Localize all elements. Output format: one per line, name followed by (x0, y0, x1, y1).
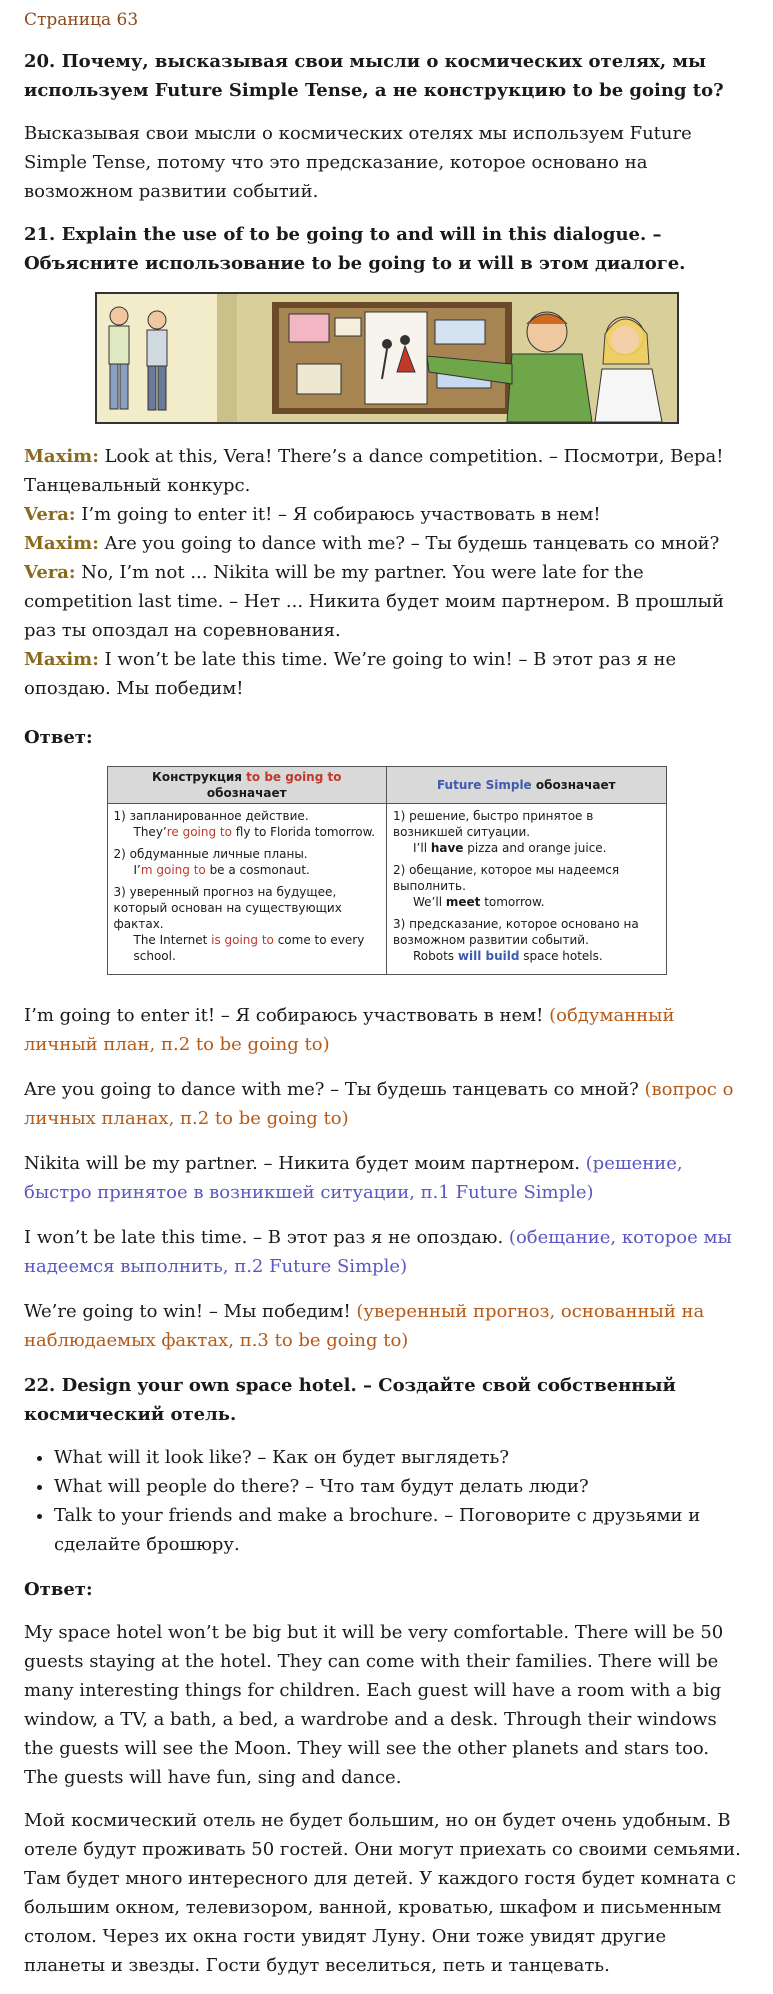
dialogue-line (24, 529, 749, 558)
rule-example: The Internet is going to come to every school. (133, 933, 365, 963)
speaker-name: Vera: (24, 562, 76, 583)
table-cell-future-simple (387, 804, 667, 975)
rule-item: 1) запланированное действие. They’re going to fly to Florida tomorrow. (114, 808, 381, 840)
q21-answer-label: Ответ: (24, 727, 93, 748)
list-item: • What will it look like? – Как он будет выглядеть? (54, 1443, 749, 1472)
dialogue-text: Look at this, Vera! There’s a dance competition. – Посмотри, Вера! Танцевальный конкурс. (24, 446, 724, 496)
illustration-graphic (97, 294, 677, 422)
explanation-note: (вопрос о личных планах, п.2 to be going to) (24, 1079, 734, 1129)
q22-bullet-list (24, 1443, 749, 1559)
table-header-going-to: Конструкция to be going to обозначает (107, 767, 387, 804)
rule-item: 3) уверенный прогноз на будущее, который основан на существующих фактах. The Internet is going to come to every school. (114, 884, 381, 964)
rule-example: We’ll meet tomorrow. (413, 895, 545, 909)
q20-heading: 20. Почему, высказывая свои мысли о космических отелях, мы используем Future Simple Tense, а не конструкцию to be going to? (24, 51, 724, 101)
explanation-item: I won’t be late this time. – В этот раз я не опоздаю. (обещание, которое мы надеемся выполнить, п.2 Future Simple) (24, 1227, 732, 1277)
dialogue-text: I won’t be late this time. We’re going to win! – В этот раз я не опоздаю. Мы победим! (24, 649, 677, 699)
dialogue-illustration (95, 292, 679, 424)
page-number-label: Страница 63 (24, 10, 139, 30)
dialogue-line (24, 645, 749, 703)
rule-example: I’ll have pizza and orange juice. (413, 841, 607, 855)
rule-example: I’m going to be a cosmonaut. (133, 863, 310, 877)
rule-item: 2) обещание, которое мы надеемся выполнить. We’ll meet tomorrow. (393, 862, 660, 910)
dialogue-text: No, I’m not ... Nikita will be my partner. You were late for the competition last time. – Нет ... Никита будет моим партнером. В прошлый раз ты опоздал на соревнования. (24, 562, 724, 641)
q22-answer-label: Ответ: (24, 1579, 93, 1600)
dialogue-text: Are you going to dance with me? – Ты будешь танцевать со мной? (98, 533, 720, 554)
explanation-note: (обдуманный личный план, п.2 to be going to) (24, 1005, 675, 1055)
dialogue-line (24, 442, 749, 500)
explanation-item: Nikita will be my partner. – Никита будет моим партнером. (решение, быстро принятое в возникшей ситуации, п.1 Future Simple) (24, 1153, 683, 1203)
rule-example: They’re going to fly to Florida tomorrow. (133, 825, 376, 839)
q21-heading: 21. Explain the use of to be going to and will in this dialogue. – Объясните использование to be going to и will в этом диалоге. (24, 224, 686, 274)
explanation-note: (уверенный прогноз, основанный на наблюдаемых фактах, п.3 to be going to) (24, 1301, 705, 1351)
speaker-name: Maxim: (24, 649, 99, 670)
explanation-item: We’re going to win! – Мы победим! (уверенный прогноз, основанный на наблюдаемых фактах, п.3 to be going to) (24, 1301, 705, 1351)
q22-answer-english: My space hotel won’t be big but it will be very comfortable. There will be 50 guests staying at the hotel. They can come with their families. There will be many interesting things for children. Each guest will have a room with a big window, a TV, a bath, a bed, a wardrobe and a desk. Through their windows the guests will see the Moon. They will see the other planets and stars too. The guests will have fun, sing and dance. (24, 1622, 724, 1788)
rule-example: Robots will build space hotels. (413, 949, 603, 963)
speaker-name: Maxim: (24, 446, 99, 467)
list-item: • Talk to your friends and make a brochure. – Поговорите с друзьями и сделайте брошюру. (54, 1501, 749, 1559)
dialogue (24, 442, 749, 703)
table-header-future-simple: Future Simple обозначает (387, 767, 667, 804)
speaker-name: Maxim: (24, 533, 99, 554)
q20-answer: Высказывая свои мысли о космических отелях мы используем Future Simple Tense, потому что это предсказание, которое основано на возможном развитии событий. (24, 123, 692, 202)
list-item: • What will people do there? – Что там будут делать люди? (54, 1472, 749, 1501)
rule-item: 2) обдуманные личные планы. I’m going to be a cosmonaut. (114, 846, 381, 878)
dialogue-line (24, 500, 749, 529)
q22-answer-russian: Мой космический отель не будет большим, но он будет очень удобным. В отеле будут проживать 50 гостей. Они могут приехать со своими семьями. Там будет много интересного для детей. У каждого гостя будет комната с большим окном, телевизором, ванной, кроватью, шкафом и письменным столом. Через их окна гости увидят Луну. Они тоже увидят другие планеты и звезды. Гости будут веселиться, петь и танцевать. (24, 1810, 741, 1976)
dialogue-line (24, 558, 749, 645)
dialogue-text: I’m going to enter it! – Я собираюсь участвовать в нем! (75, 504, 601, 525)
explanation-note: (обещание, которое мы надеемся выполнить, п.2 Future Simple) (24, 1227, 732, 1277)
explanation-item: I’m going to enter it! – Я собираюсь участвовать в нем! (обдуманный личный план, п.2 to be going to) (24, 1005, 675, 1055)
table-cell-going-to (107, 804, 387, 975)
rule-item: 3) предсказание, которое основано на возможном развитии событий. Robots will build space hotels. (393, 916, 660, 964)
q22-heading: 22. Design your own space hotel. – Создайте свой собственный космический отель. (24, 1375, 676, 1425)
explanation-item: Are you going to dance with me? – Ты будешь танцевать со мной? (вопрос о личных планах, п.2 to be going to) (24, 1079, 734, 1129)
speaker-name: Vera: (24, 504, 76, 525)
grammar-rule-table (107, 766, 667, 975)
rule-item: 1) решение, быстро принятое в возникшей ситуации. I’ll have pizza and orange juice. (393, 808, 660, 856)
explanation-note: (решение, быстро принятое в возникшей ситуации, п.1 Future Simple) (24, 1153, 683, 1203)
